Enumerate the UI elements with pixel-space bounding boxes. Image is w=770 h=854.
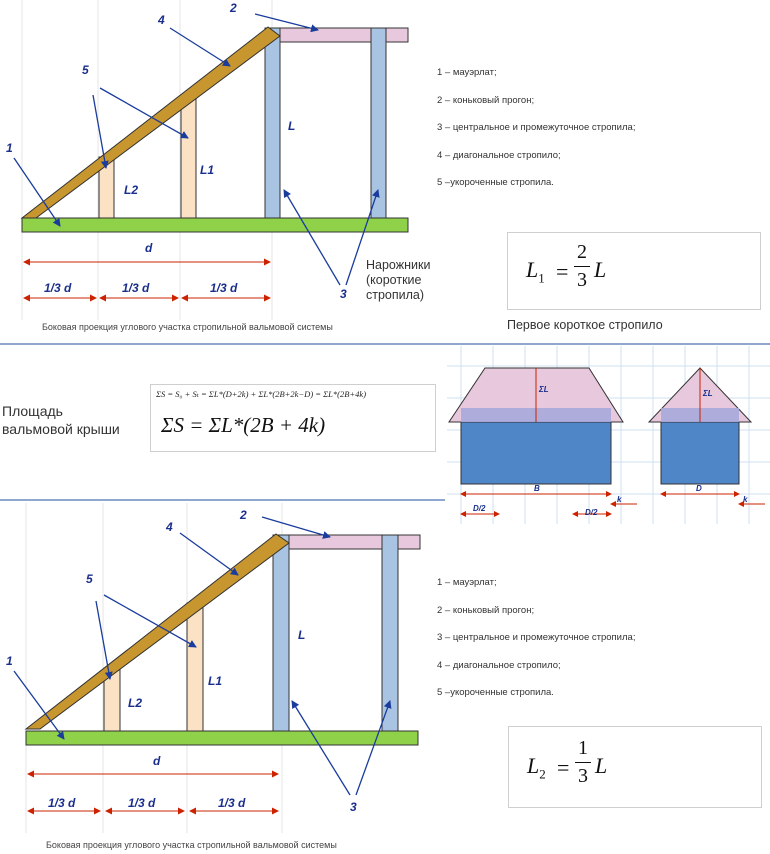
label-third-2: 1/3 d [128, 796, 156, 810]
legend-item: 1 – мауэрлат; [437, 67, 497, 78]
top-legend [437, 68, 635, 206]
formula-rhs: L [595, 753, 608, 778]
bottom-legend [437, 578, 635, 716]
ridge-beam [282, 535, 420, 549]
formula-denominator: 3 [577, 269, 587, 291]
formula-caption: Первое короткое стропило [507, 318, 663, 332]
divider-middle [0, 499, 445, 501]
label-1: 1 [6, 141, 13, 155]
label-L: L [288, 119, 296, 133]
post-L [273, 535, 289, 731]
formula-lhs: L [526, 257, 539, 282]
label-third-2: 1/3 d [122, 281, 150, 295]
label-3: 3 [340, 287, 347, 301]
label-2: 2 [230, 1, 237, 15]
wall-plate [22, 218, 408, 232]
label-L: L [298, 628, 306, 642]
top-caption: Боковая проекция углового участка стропильной вальмовой системы [42, 322, 333, 332]
post-right [371, 28, 386, 220]
label-1: 1 [6, 654, 13, 668]
formula-rhs: L [594, 257, 607, 282]
formula-numerator: 1 [578, 737, 588, 759]
house-right-body [661, 422, 739, 484]
house-left-body [461, 422, 611, 484]
legend-item: 4 – диагональное стропило; [437, 659, 561, 671]
label-third-3: 1/3 d [218, 796, 246, 810]
rafter-L1 [181, 95, 196, 220]
house-left-B: B [534, 484, 540, 493]
label-third-1: 1/3 d [48, 796, 76, 810]
note-short-rafters: Нарожники (короткие стропила) [366, 258, 431, 302]
legend-item: 5 –укороченные стропила. [437, 687, 554, 698]
label-L2: L2 [128, 696, 143, 710]
house-left-sigma: ΣL [539, 385, 549, 394]
formula-numerator: 2 [577, 241, 587, 263]
house-svg [447, 346, 770, 524]
label-3: 3 [350, 800, 357, 814]
bottom-rafter-svg [0, 503, 440, 843]
label-d: d [145, 241, 153, 255]
ridge-beam [270, 28, 408, 42]
legend-item: 3 – центральное и промежуточное стропила; [437, 632, 636, 643]
divider-top [0, 343, 770, 345]
legend-item: 5 –укороченные стропила. [437, 177, 554, 188]
label-2: 2 [240, 508, 247, 522]
label-L1: L1 [200, 163, 215, 177]
house-left-D2b: D/2 [585, 508, 598, 517]
diagonal-rafter [22, 27, 280, 218]
house-left-k: k [617, 495, 622, 504]
label-L2: L2 [124, 183, 139, 197]
house-right-k: k [743, 495, 748, 504]
grid-lines [22, 0, 272, 320]
label-5: 5 [82, 63, 89, 77]
legend-item: 4 – диагональное стропило; [437, 149, 561, 161]
area-formula-small: ΣS = S₀ + Sₜ = ΣL*(D+2k) + ΣL*(2B+2k−D) = ΣL*(2B+4k) [156, 389, 367, 399]
formula-L1-box: $L_1$ = 2 3 L [507, 232, 761, 310]
legend-item: 2 – коньковый прогон; [437, 604, 535, 616]
label-third-3: 1/3 d [210, 281, 238, 295]
house-right-sigma: ΣL [703, 389, 713, 398]
diagonal-rafter [26, 534, 289, 729]
formula-lhs: L [527, 753, 540, 778]
legend-item: 3 – центральное и промежуточное стропила; [437, 122, 636, 133]
formula-denominator: 3 [578, 765, 588, 787]
bottom-caption: Боковая проекция углового участка стропильной вальмовой системы [46, 840, 337, 850]
formula-L2-box: $L_2$ = 1 3 L [508, 726, 762, 808]
label-4: 4 [166, 520, 173, 534]
formula-sub: 1 [538, 270, 545, 286]
label-d: d [153, 754, 161, 768]
formula-sub: 2 [539, 766, 546, 782]
area-formula-box [150, 384, 436, 452]
area-title: Площадь вальмовой крыши [2, 403, 120, 437]
label-L1: L1 [208, 674, 223, 688]
label-4: 4 [158, 13, 165, 27]
post-L [265, 28, 280, 220]
wall-plate [26, 731, 418, 745]
label-third-1: 1/3 d [44, 281, 72, 295]
area-formula-big: ΣS = ΣL*(2B + 4k) [161, 413, 326, 437]
legend-item: 1 – мауэрлат; [437, 577, 497, 588]
bottom-rafter-diagram [0, 503, 440, 843]
legend-item: 2 – коньковый прогон; [437, 94, 535, 106]
house-diagrams [447, 346, 770, 524]
rafter-L1 [187, 603, 203, 731]
label-5: 5 [86, 572, 93, 586]
house-right-D: D [696, 484, 702, 493]
house-left-D2a: D/2 [473, 504, 486, 513]
